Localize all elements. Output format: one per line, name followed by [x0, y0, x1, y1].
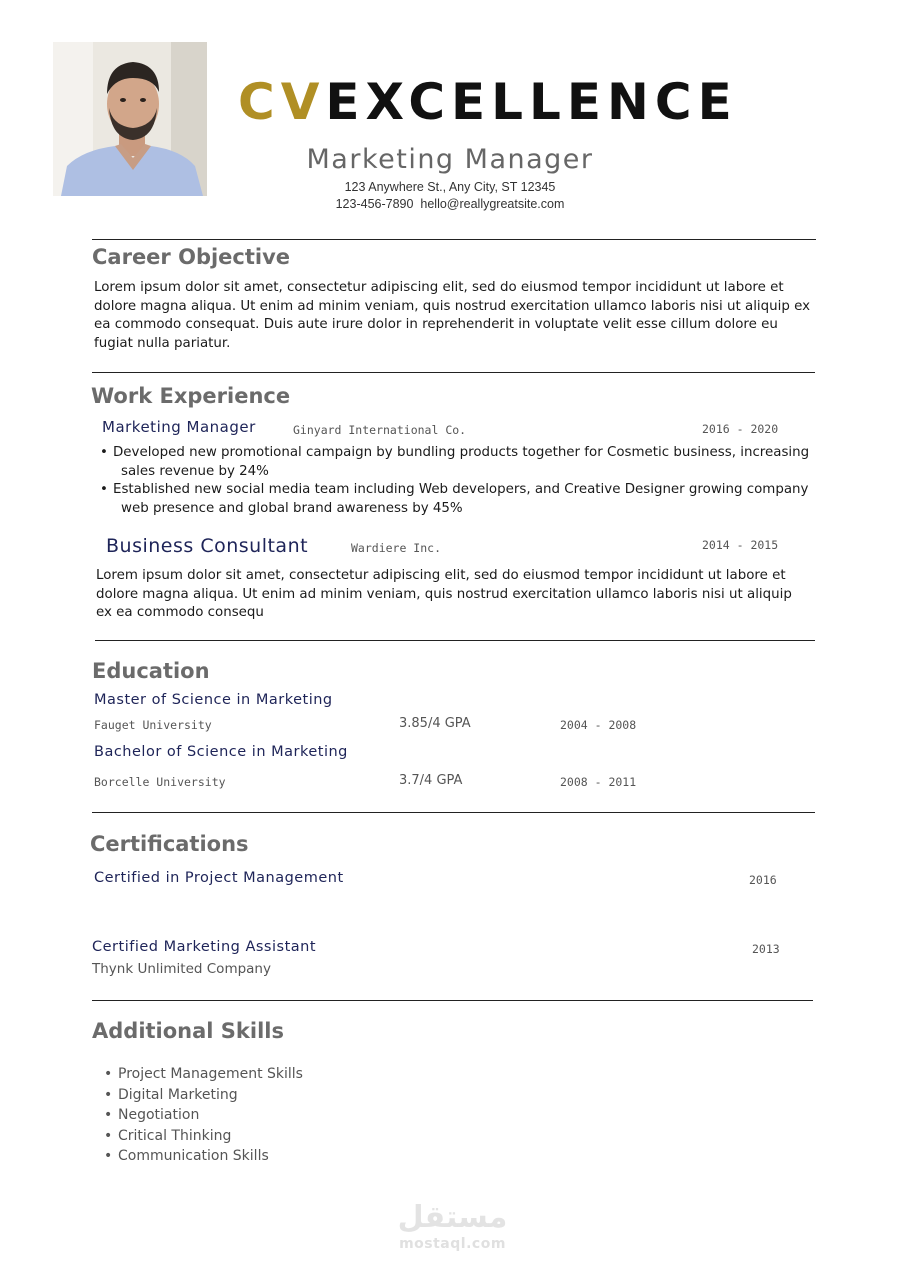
- divider: [92, 1000, 813, 1001]
- list-item: • Developed new promotional campaign by bundling products together for Cosmetic business, increasing sales revenue by 24%: [100, 444, 810, 481]
- list-item: • Critical Thinking: [104, 1126, 404, 1147]
- job-role: Business Consultant: [106, 535, 309, 557]
- divider: [92, 812, 815, 813]
- gpa: 3.7/4 GPA: [399, 773, 463, 788]
- certification-issuer: Thynk Unlimited Company: [92, 961, 271, 977]
- education-dates: 2004 - 2008: [560, 718, 637, 732]
- brand-cv: CV: [238, 73, 326, 131]
- school-name: Borcelle University: [94, 775, 226, 789]
- career-objective-text: Lorem ipsum dolor sit amet, consectetur adipiscing elit, sed do eiusmod tempor incididunt ut labore et dolore magna aliqua. Ut enim ad minim veniam, quis nostrud exercitation ullamco laboris nisi ut aliquip ex ea commodo consequat. Duis aute irure dolor in reprehenderit in voluptate velit esse cillum dolore eu fugiat nulla pariatur.: [94, 280, 811, 351]
- degree-title: Bachelor of Science in Marketing: [94, 744, 348, 760]
- divider: [92, 372, 815, 373]
- school-name: Fauget University: [94, 718, 212, 732]
- job-description: Lorem ipsum dolor sit amet, consectetur adipiscing elit, sed do eiusmod tempor incididunt ut labore et dolore magna aliqua. Ut enim ad minim veniam, quis nostrud exercitation ullamco laboris nisi ut aliquip ex ea commodo consequ: [96, 568, 792, 620]
- job-dates: 2014 - 2015: [702, 538, 779, 552]
- additional-skills-heading: Additional Skills: [92, 1019, 284, 1043]
- list-item: • Project Management Skills: [104, 1064, 404, 1085]
- watermark-url: mostaql.com: [399, 1236, 506, 1252]
- list-item: • Negotiation: [104, 1105, 404, 1126]
- job-bullets: [100, 444, 810, 518]
- job-company: Wardiere Inc.: [351, 541, 442, 555]
- person-portrait: [53, 42, 207, 196]
- divider: [92, 239, 816, 240]
- job-title: Marketing Manager: [306, 144, 594, 175]
- contact-address: 123 Anywhere St., Any City, ST 12345: [344, 180, 556, 194]
- contact-phone-email: 123-456-7890 hello@reallygreatsite.com: [335, 197, 565, 211]
- certification-name: Certified Marketing Assistant: [92, 939, 317, 955]
- list-item: • Established new social media team including Web developers, and Creative Designer growing company web presence and global brand awareness by 45%: [100, 481, 810, 518]
- certification-year: 2013: [752, 942, 780, 956]
- list-item: • Digital Marketing: [104, 1085, 404, 1106]
- career-objective-heading: Career Objective: [92, 245, 291, 269]
- education-dates: 2008 - 2011: [560, 775, 637, 789]
- skills-list: [104, 1064, 404, 1167]
- list-item: • Communication Skills: [104, 1146, 404, 1167]
- brand-title: [238, 72, 778, 132]
- job-role: Marketing Manager: [102, 418, 256, 436]
- certifications-heading: Certifications: [90, 832, 249, 856]
- job-dates: 2016 - 2020: [702, 422, 779, 436]
- divider: [95, 640, 815, 641]
- job-company: Ginyard International Co.: [293, 423, 467, 437]
- education-heading: Education: [92, 659, 210, 683]
- certification-name: Certified in Project Management: [94, 870, 344, 886]
- watermark-logo: مستقل: [397, 1200, 508, 1235]
- brand-excellence: EXCELLENCE: [325, 73, 738, 131]
- certification-year: 2016: [749, 873, 777, 887]
- degree-title: Master of Science in Marketing: [94, 692, 333, 708]
- gpa: 3.85/4 GPA: [399, 716, 471, 731]
- profile-photo: [53, 42, 207, 196]
- work-experience-heading: Work Experience: [91, 384, 291, 408]
